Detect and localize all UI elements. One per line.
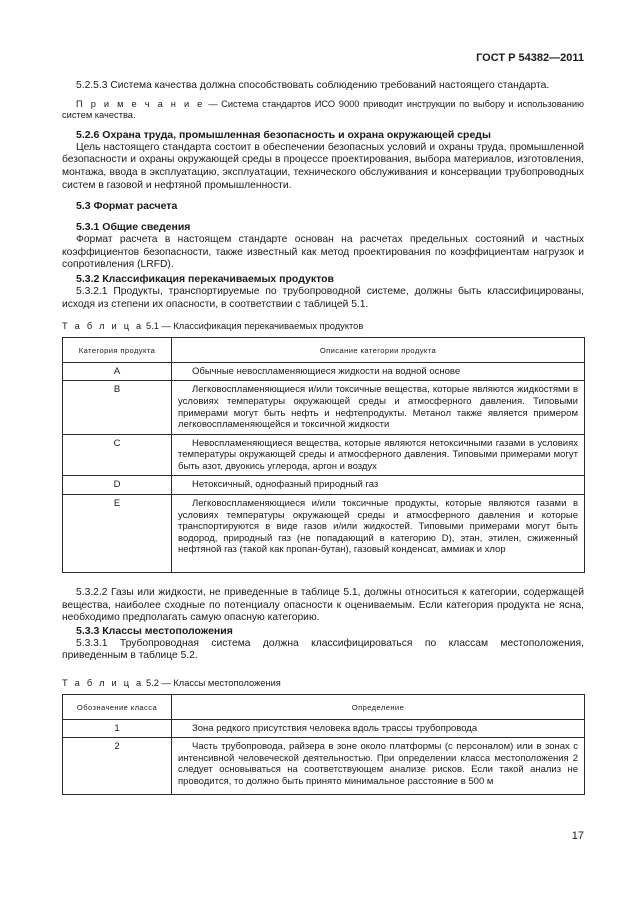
table-cell-description: Легковоспламеняющиеся и/или токсичные продукты, которые являются газами в условиях температуры окружающей среды и атмосферного давления и которые транспортируются в виде газов и/или жидкостей. Типовыми примерами могут быть водород, природный газ (не попадающий в категорию D), этан, этилен, сжиженный нефтяной газ (такой как пропан-бутан), газовый конденсат, аммиак и хлор bbox=[172, 495, 585, 573]
table-cell-code: E bbox=[63, 495, 172, 573]
table1-caption-label: Т а б л и ц а bbox=[62, 321, 144, 332]
table-cell-code: A bbox=[63, 362, 172, 381]
table-cell-description: Легковоспламеняющиеся и/или токсичные вещества, которые являются жидкостями в условиях температуры окружающей среды и атмосферного давления. Типовыми примерами могут быть нефть и нефтепродукты. Метанол также является примером легковоспламеняющейся и токсичной жидкости bbox=[172, 381, 585, 434]
table-cell-description: Нетоксичный, однофазный природный газ bbox=[172, 476, 585, 495]
paragraph-5253: 5.2.5.3 Система качества должна способствовать соблюдению требований настоящего стандарта. bbox=[76, 80, 550, 91]
table1-col-header-description: Описание категории продукта bbox=[172, 338, 585, 363]
table-row bbox=[63, 381, 585, 434]
heading-53: 5.3 Формат расчета bbox=[76, 200, 178, 213]
table-row bbox=[63, 738, 585, 794]
table-header-row bbox=[63, 695, 585, 720]
table2-caption-text: 5.2 — Классы местоположения bbox=[143, 678, 281, 688]
heading-532: 5.3.2 Классификация перекачиваемых продуктов bbox=[76, 272, 334, 285]
note-text: — Система стандартов ИСО 9000 приводит инструкции по выбору и использованию систем качества. bbox=[62, 98, 584, 121]
table-cell-code: B bbox=[63, 381, 172, 434]
table-cell-code: C bbox=[63, 434, 172, 476]
table-header-row bbox=[63, 338, 585, 363]
table2-caption-label: Т а б л и ц а bbox=[62, 678, 144, 688]
table-product-categories bbox=[62, 337, 585, 573]
table-cell-description: Зона редкого присутствия человека вдоль трассы трубопровода bbox=[172, 719, 585, 738]
table2-caption bbox=[62, 677, 584, 689]
table1-col-header-category: Категория продукта bbox=[63, 338, 172, 363]
table-location-classes bbox=[62, 694, 585, 795]
table2-col-header-definition: Определение bbox=[172, 695, 585, 720]
table-row bbox=[63, 495, 585, 573]
table-cell-description: Невоспламеняющиеся вещества, которые являются нетоксичными газами в условиях температуры окружающей среды и атмосферного давления. Типовыми примерами могут быть азот, двуокись углерода, аргон и воздух bbox=[172, 434, 585, 476]
paragraph-5331: 5.3.3.1 Трубопроводная система должна классифицироваться по классам местоположения, приведенным в таблице 5.2. bbox=[62, 637, 584, 662]
note-label: П р и м е ч а н и е bbox=[76, 98, 205, 109]
document-header-id: ГОСТ Р 54382—2011 bbox=[476, 52, 584, 64]
page-number: 17 bbox=[571, 830, 584, 842]
table-cell-description: Часть трубопровода, райзера в зоне около платформы (с персоналом) или в зонах с интенсивной человеческой деятельностью. При определении класса местоположения 2 следует основываться на соответствующем анализе рисков. Если такой анализ не проводится, то должно быть принято минимальное расстояние в 500 м bbox=[172, 738, 585, 794]
table-row bbox=[63, 719, 585, 738]
table-row bbox=[63, 434, 585, 476]
note-paragraph bbox=[62, 99, 584, 122]
heading-531: 5.3.1 Общие сведения bbox=[76, 221, 191, 234]
table-cell-description: Обычные невоспламеняющиеся жидкости на водной основе bbox=[172, 362, 585, 381]
table-row bbox=[63, 362, 585, 381]
paragraph-531: Формат расчета в настоящем стандарте основан на расчетах предельных состояний и частных коэффициентов безопасности, также известный как метод проектирования по коэффициентам нагрузок и сопротивления (LRFD). bbox=[62, 234, 584, 271]
table2-col-header-class: Обозначение класса bbox=[63, 695, 172, 720]
paragraph-526: Цель настоящего стандарта состоит в обеспечении безопасных условий и охраны труда, промышленной безопасности и охраны окружающей среды в процессе проектирования, выбора материалов, изготовления, монтажа, ввода в эксплуатацию, эксплуатации, технического обслуживания и консервации трубопроводных систем в газовой и нефтяной промышленности. bbox=[62, 141, 584, 191]
table-cell-code: 1 bbox=[63, 719, 172, 738]
table1-caption bbox=[62, 320, 584, 332]
heading-533: 5.3.3 Классы местоположения bbox=[76, 624, 233, 637]
table-cell-code: D bbox=[63, 476, 172, 495]
table-cell-code: 2 bbox=[63, 738, 172, 794]
table1-caption-text: 5.1 — Классификация перекачиваемых продуктов bbox=[143, 321, 364, 332]
heading-526: 5.2.6 Охрана труда, промышленная безопасность и охрана окружающей среды bbox=[76, 128, 491, 141]
paragraph-5321: 5.3.2.1 Продукты, транспортируемые по трубопроводной системе, должны быть классифицированы, исходя из степени их опасности, в соответствии с таблицей 5.1. bbox=[62, 285, 584, 310]
table-row bbox=[63, 476, 585, 495]
paragraph-5322: 5.3.2.2 Газы или жидкости, не приведенные в таблице 5.1, должны относиться к категории, содержащей вещества, наиболее сходные по потенциалу опасности к оцениваемым. Если категория продукта не ясна, необходимо предполагать самую опасную категорию. bbox=[62, 587, 584, 624]
